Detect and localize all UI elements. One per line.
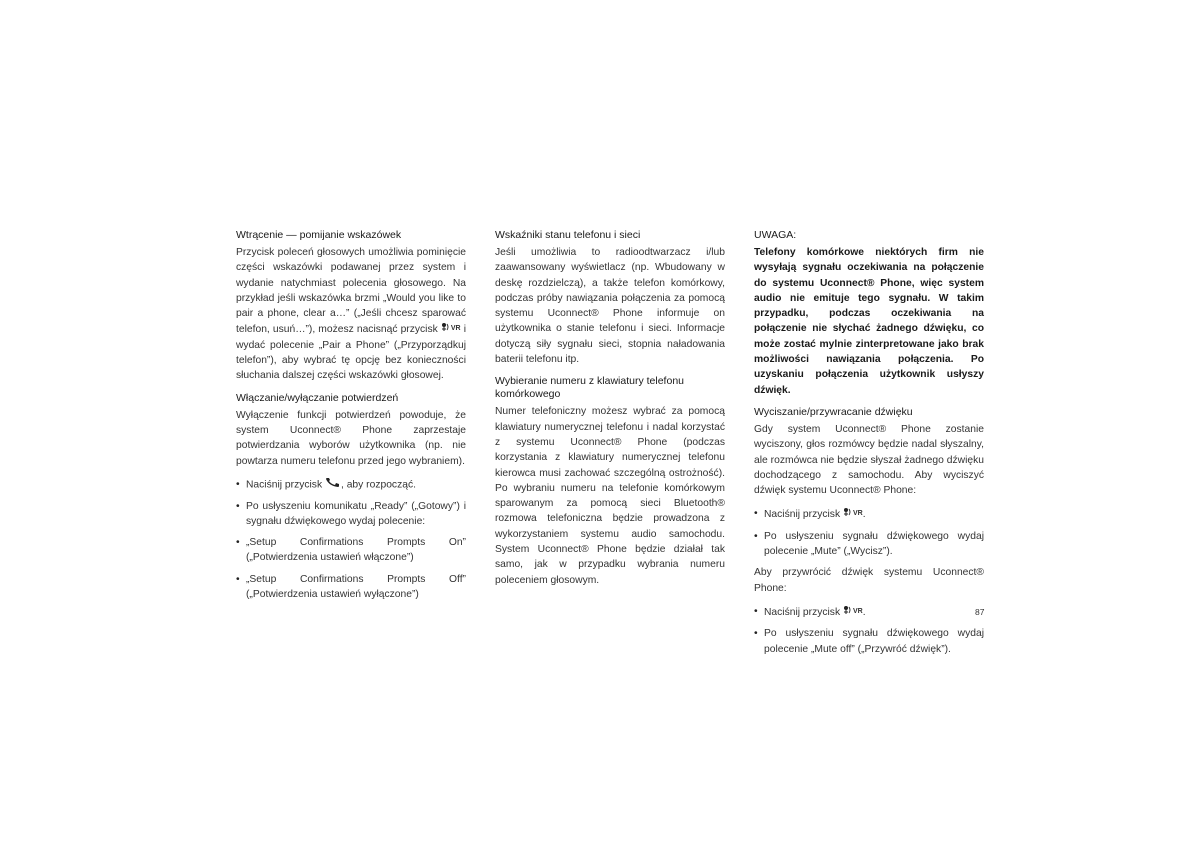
vr-label: VR <box>852 510 863 518</box>
paragraph-confirmations: Wyłączenie funkcji potwierdzeń powoduje, że system Uconnect® Phone zaprzestaje potwierdzania wyborów użytkownika (np. nie powtarza numeru telefonu przed jego wybraniem). <box>236 409 466 467</box>
voice-command-icon <box>843 604 863 620</box>
column-2 <box>495 229 725 596</box>
list-item-text: Naciśnij przycisk <box>246 479 323 491</box>
voice-command-icon <box>843 506 863 522</box>
heading-barge-in: Wtrącenie — pomijanie wskazówek <box>236 229 402 241</box>
heading-confirmations: Włączanie/wyłączanie potwierdzeń <box>236 391 399 404</box>
bullet-list <box>754 506 984 559</box>
note-body: Telefony komórkowe niektórych firm nie wysyłają sygnału oczekiwania na połączenie do systemu Uconnect® Phone, więc system audio nie emituje tego sygnału. W takim przypadku, podczas oczekiwania na połączenie nie słychać żadnego dźwięku, co może zostać mylnie zinterpretowane jako brak możliwości nawiązania połączenia. Po uzyskaniu połączenia użytkownik usłyszy dźwięk. <box>754 247 984 396</box>
bullet-list <box>754 604 984 657</box>
list-item: • Po usłyszeniu sygnału dźwiękowego wydaj polecenie „Mute” („Wycisz”). <box>754 529 984 560</box>
list-item: • „Setup Confirmations Prompts Off” („Potwierdzenia ustawień wyłączone”) <box>236 572 466 603</box>
list-item-text: Naciśnij przycisk <box>764 509 841 521</box>
column-3 <box>754 229 984 663</box>
column-1 <box>236 229 466 608</box>
vr-label: VR <box>852 607 863 615</box>
list-item: • Po usłyszeniu komunikatu „Ready” („Gotowy”) i sygnału dźwiękowego wydaj polecenie: <box>236 499 466 530</box>
paragraph-mute: Gdy system Uconnect® Phone zostanie wyciszony, głos rozmówcy będzie nadal słyszalny, ale rozmówca nie będzie słyszał żadnego dźwięku dochodzącego z samochodu. Aby wyciszyć dźwięk systemu Uconnect® Phone: <box>754 423 984 497</box>
note-title: UWAGA: <box>754 229 797 241</box>
paragraph-keypad-dialing: Numer telefoniczny możesz wybrać za pomocą klawiatury numerycznej telefonu i nadal korzystać z systemu Uconnect® Phone (podczas korzystania z klawiatury numerycznej telefonu kierowca musi zachować szczególną ostrożność). Po wybraniu numeru na telefonie komórkowym sparowanym za pomocą sieci Bluetooth® rozmowa telefoniczna będzie prowadzona z wykorzystaniem systemu audio samochodu. System Uconnect® Phone będzie działał tak samo, jak w przypadku wybrania numeru poleceniem głosowym. <box>495 406 725 586</box>
list-item: • „Setup Confirmations Prompts On” („Potwierdzenia ustawień włączone”) <box>236 535 466 566</box>
vr-label: VR <box>450 325 461 333</box>
list-item <box>236 477 466 493</box>
bullet-list <box>236 477 466 602</box>
paragraph-unmute: Aby przywrócić dźwięk systemu Uconnect® Phone: <box>754 567 984 594</box>
paragraph-text: i wydać polecenie „Pair a Phone” („Przyporządkuj telefon”), aby wybrać tę opcję bez konieczności słuchania dalszej części wskazówki głosowej. <box>236 324 466 382</box>
list-item-text: Naciśnij przycisk <box>764 606 841 618</box>
list-item: • Naciśnij przycisk VR. <box>754 604 984 620</box>
paragraph-status-indicators: Jeśli umożliwia to radioodtwarzacz i/lub zaawansowany wyświetlacz (np. Wbudowany w deskę rozdzielczą), a także telefon komórkowy, podczas próby nawiązania połączenia za pomocą systemu Uconnect® Phone informuje on użytkownika o stanie telefonu i sieci. Informacje dotyczą siły sygnału sieci, stopnia naładowania baterii telefonu itp. <box>495 247 725 366</box>
heading-status-indicators: Wskaźniki stanu telefonu i sieci <box>495 229 641 241</box>
list-item: • Po usłyszeniu sygnału dźwiękowego wydaj polecenie „Mute off” („Przywróć dźwięk”). <box>754 626 984 657</box>
voice-command-icon <box>441 321 461 337</box>
phone-icon <box>325 477 341 492</box>
list-item: • Naciśnij przycisk VR. <box>754 506 984 522</box>
heading-mute: Wyciszanie/przywracanie dźwięku <box>754 405 913 418</box>
paragraph-text: Przycisk poleceń głosowych umożliwia pominięcie części wskazówki podawanej przez system i wydanie natychmiast polecenia głosowego. Na przykład jeśli wskazówka brzmi „Would you like to pair a phone, clear a…” („Jeśli chcesz sparować telefon, usuń…”), możesz nacisnąć przycisk <box>236 247 466 336</box>
page-number: 87 <box>975 607 985 617</box>
list-item-text: , aby rozpocząć. <box>340 479 416 491</box>
heading-keypad-dialing: Wybieranie numeru z klawiatury telefonu komórkowego <box>495 375 684 401</box>
paragraph-barge-in <box>236 245 466 384</box>
